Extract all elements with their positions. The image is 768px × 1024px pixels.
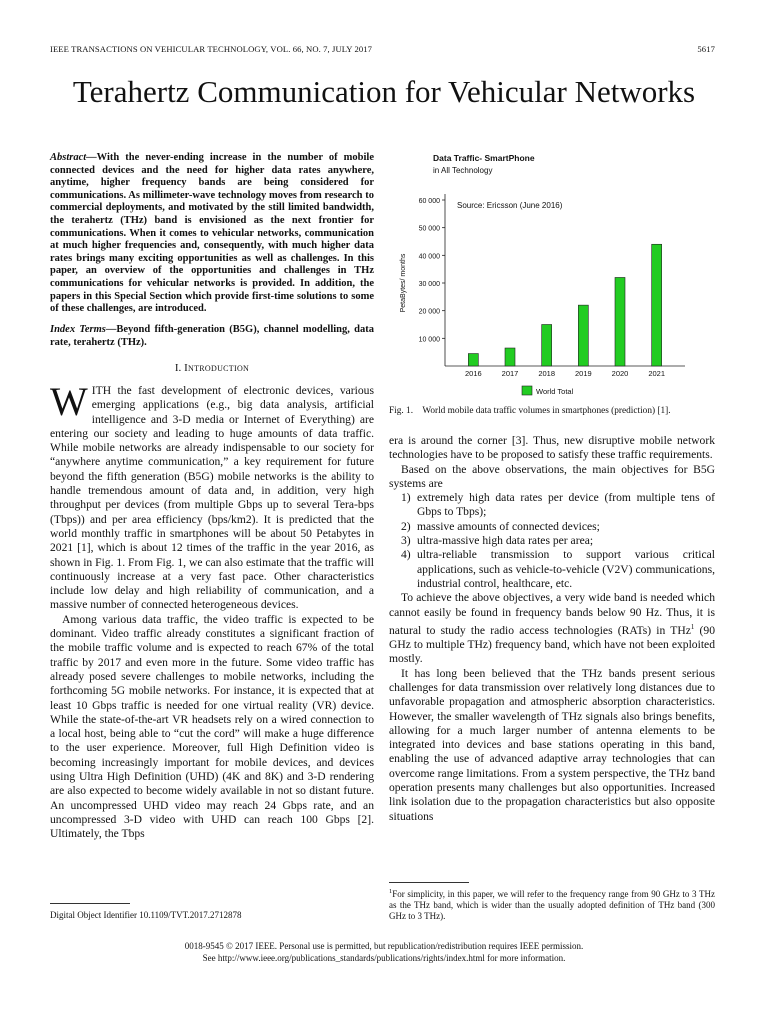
- y-tick-label: 10 000: [418, 336, 440, 344]
- section-title: Introduction: [184, 362, 250, 374]
- bar-2018: [542, 325, 552, 367]
- y-tick-label: 60 000: [418, 198, 440, 205]
- abstract: [50, 152, 374, 316]
- footnote-rule: [389, 882, 469, 883]
- x-tick-label: 2021: [648, 369, 666, 378]
- copyright: [0, 940, 768, 964]
- figure-caption-text: World mobile data traffic volumes in smartphones (prediction) [1].: [422, 406, 671, 416]
- index-terms: [50, 324, 374, 349]
- page-number: 5617: [697, 44, 715, 54]
- chart-subtitle: in All Technology: [433, 166, 493, 175]
- paragraph: Based on the above observations, the main objectives for B5G systems are: [389, 462, 715, 490]
- journal-header: IEEE TRANSACTIONS ON VEHICULAR TECHNOLOGY, VOL. 66, NO. 7, JULY 2017: [50, 44, 373, 54]
- paper-title: Terahertz Communication for Vehicular Networks: [72, 74, 696, 109]
- y-axis-label: PetaBytes/ months: [400, 253, 407, 313]
- legend-label: World Total: [536, 387, 574, 396]
- traffic-chart: [395, 150, 695, 402]
- section-heading: [50, 362, 374, 374]
- list-item: 3) ultra-massive high data rates per area;: [401, 534, 594, 548]
- figure-caption: [389, 406, 715, 416]
- figure-caption-label: Fig. 1.: [389, 406, 414, 416]
- y-tick-label: 20 000: [418, 308, 440, 316]
- objectives-list: [389, 491, 715, 591]
- abstract-label: Abstract: [50, 152, 87, 163]
- index-terms-label: Index Terms: [50, 324, 106, 335]
- list-item: 1) extremely high data rates per device (from multiple tens of Gbps to Tbps);: [401, 491, 715, 519]
- paragraph: To achieve the above objectives, a very wide band is needed which cannot easily be found in frequency bands below 90 Hz. Thus, it is natural to study the radio access technologies (RATs) in THz$^1$ (90 GHz to multiple THz) frequency band, which have not been exploited mostly.: [389, 591, 715, 666]
- intro-body-left: [50, 379, 374, 842]
- copyright-line: 0018-9545 © 2017 IEEE. Personal use is permitted, but republication/redistribution requires IEEE permission.: [184, 941, 584, 951]
- footnote: [389, 886, 715, 922]
- bar-2021: [652, 244, 662, 366]
- section-number: I.: [174, 362, 182, 374]
- y-tick-label: 30 000: [418, 281, 440, 288]
- drop-cap: W: [50, 379, 88, 424]
- y-tick-label: 40 000: [418, 253, 440, 261]
- bar-2016: [468, 354, 478, 366]
- x-tick-label: 2016: [464, 369, 482, 378]
- footnote-ref: 1: [690, 622, 695, 631]
- paragraph: Among various data traffic, the video traffic is expected to be dominant. Video traffic already constitutes a significant fraction of the mobile traffic volume and is expected to reach 67% of the total traffic by 2017 and even more in the future. Some video traffic has already posed severe challenges to mobile networks, including the forthcoming 5G mobile networks. For instance, it is expected that at least 10 Gbps traffic is needed for one virtual reality (VR) device. While the state-of-the-art VR headsets rely on a wired connection to a local host, being able to “cut the cord” will make a huge difference to the user experience. Moreover, full High Definition video is becoming increasingly important for mobile devices, and devices using Ultra High Definition (UHD) (4K and 8K) and 3-D rendering are also expected to become widely available in not so distant future. An uncompressed UHD video may reach 24 Gbps rate, and an uncompressed 3-D video with UHD can reach 100 Gbps [2]. Ultimately, the Tbps: [50, 612, 374, 841]
- x-tick-label: 2018: [538, 369, 556, 378]
- footnote-text: For simplicity, in this paper, we will refer to the frequency range from 90 GHz to 3 THz as the THz band, which is wider than the usually adopted definition of THz band (300 GHz to 3 THz).: [389, 889, 715, 921]
- x-tick-label: 2019: [574, 369, 592, 378]
- paragraph: era is around the corner [3]. Thus, new disruptive mobile network technologies have to be proposed to satisfy these traffic requirements.: [389, 434, 715, 462]
- footnote-rule: [50, 903, 130, 904]
- x-tick-label: 2017: [501, 369, 519, 378]
- bar-2019: [578, 305, 588, 366]
- copyright-line: See http://www.ieee.org/publications_standards/publications/rights/index.html for more information.: [202, 953, 566, 963]
- bar-2017: [505, 348, 515, 366]
- legend-swatch: [522, 386, 532, 395]
- list-item: 2) massive amounts of connected devices;: [401, 519, 600, 533]
- chart-title: Data Traffic- SmartPhone: [433, 153, 535, 163]
- index-terms-text: —Beyond fifth-generation (B5G), channel modelling, data rate, terahertz (THz).: [50, 324, 374, 348]
- abstract-text: —With the never-ending increase in the number of mobile connected devices and the need for higher data rates anywhere, anytime, higher frequency bands are being considered for communications. As millimeter-wave technology moves from research to commercial deployments, and motivated by the still limited bandwidth, the terahertz (THz) band is envisioned as the next frontier for communications. When it comes to vehicular networks, communication at much higher frequencies and, consequently, with much higher data rates brings many exciting opportunities as well as challenges. In this paper, an overview of the opportunities and challenges in THz communications for vehicular networks is provided. In addition, the papers in this Special Section which provide first-time solutions to some of these challenges, are introduced.: [50, 152, 374, 315]
- intro-body-right: [389, 434, 715, 824]
- x-tick-label: 2020: [611, 369, 629, 378]
- doi: Digital Object Identifier 10.1109/TVT.2017.2712878: [50, 910, 242, 920]
- paragraph: WITH the fast development of electronic devices, various emerging applications (e.g., big data analysis, artificial intelligence and 3-D media or Internet of Everything) are entering our society and leading to huge amounts of data traffic. While mobile networks are already indispensable to our society for “anywhere anytime communication,” a key requirement for future beyond the fifth generation (B5G) mobile networks is the ability to handle tremendous amount of data and, in addition, very high throughput per devices (from multiple Gbps up to several Tera-bps (Tbps)) and per area efficiency (bps/km2). It is predicted that the world monthly traffic in smartphones will be about 50 Petabytes in 2021 [1], which is about 12 times of the traffic in the year 2016, as shown in Fig. 1. From Fig. 1, we can also estimate that the traffic will continuously increase at a very fast pace. Other characteristics include low delay and high reliability of communication, and a massive number of connected heterogeneous devices.: [50, 379, 374, 612]
- bar-2020: [615, 277, 625, 366]
- y-tick-label: 50 000: [418, 225, 440, 233]
- chart-annotation: Source: Ericsson (June 2016): [457, 201, 563, 210]
- list-item: 4) ultra-reliable transmission to support various critical applications, such as vehicle-to-vehicle (V2V) communications, industrial control, healthcare, etc.: [401, 548, 715, 590]
- footnote-mark: 1: [389, 888, 393, 895]
- paragraph: It has long been believed that the THz bands present serious challenges for data transmission over relatively long distances due to unfavorable propagation and atmospheric absorption characteristics. However, the smaller wavelength of THz signals also brings benefits, allowing for a much larger number of antenna elements to be integrated into devices and base stations operating in this band, enabling the use of advanced adaptive array technologies that can overcome range limitations. From a system perspective, the THz band operation presents many challenges but also opportunities. Increased link isolation due to the propagation characteristics but also opposite situations: [389, 666, 715, 823]
